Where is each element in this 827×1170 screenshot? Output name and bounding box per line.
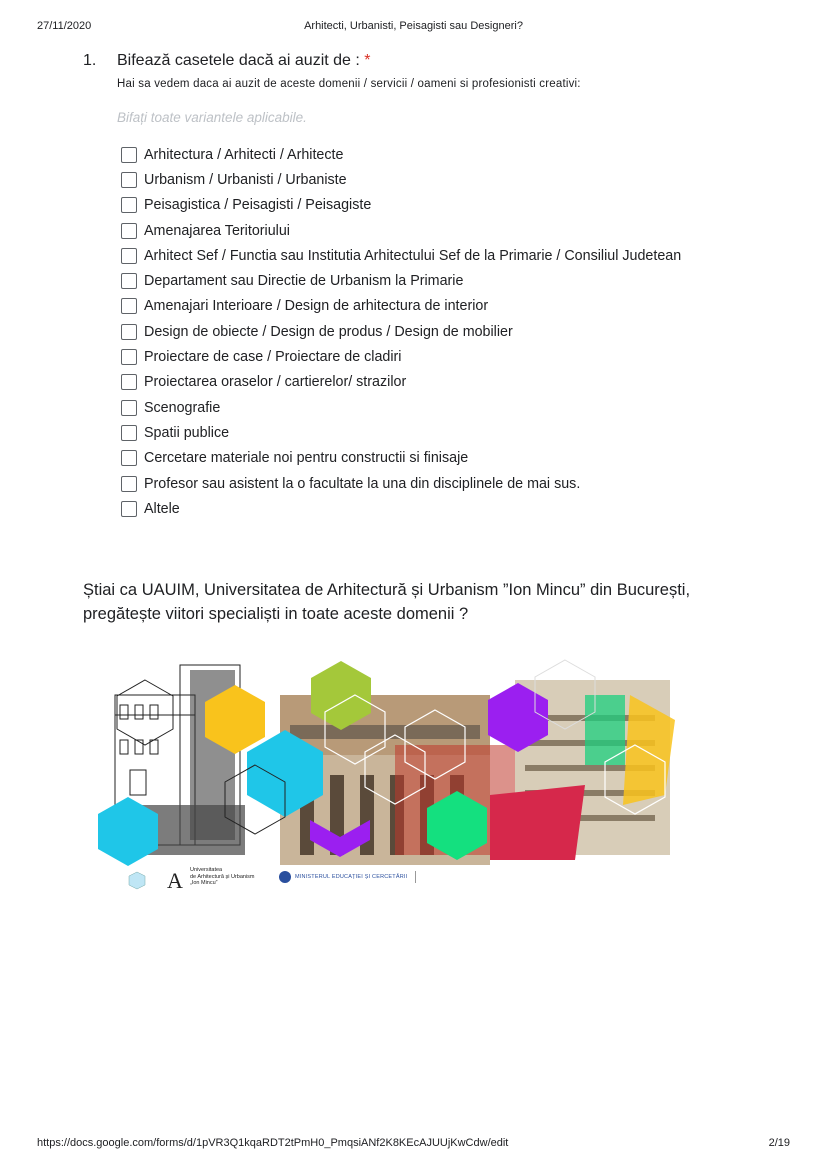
- checkbox-option[interactable]: [121, 193, 681, 218]
- checkbox-option[interactable]: [121, 370, 681, 395]
- checkbox-option[interactable]: [121, 218, 681, 243]
- logo-line-2: de Arhitectură și Urbanism: [190, 873, 255, 880]
- question-description: Hai sa vedem daca ai auzit de aceste domenii / servicii / oameni si profesionisti creativi:: [117, 78, 581, 90]
- uauim-logo-mark: A: [167, 868, 183, 893]
- checkbox[interactable]: [121, 172, 137, 188]
- question-number: 1.: [83, 52, 97, 69]
- question-title: [117, 52, 371, 70]
- option-label: Amenajari Interioare / Design de arhitectura de interior: [144, 298, 489, 315]
- checkbox-option[interactable]: [121, 142, 681, 167]
- option-label: Peisagistica / Peisagisti / Peisagiste: [144, 197, 372, 214]
- option-label: Altele: [144, 500, 180, 517]
- checkbox-option[interactable]: [121, 319, 681, 344]
- section-description: [83, 578, 763, 626]
- checkbox[interactable]: [121, 273, 137, 289]
- checkbox[interactable]: [121, 298, 137, 314]
- checkbox[interactable]: [121, 147, 137, 163]
- page-number: 2/19: [768, 1137, 790, 1149]
- option-label: Urbanism / Urbanisti / Urbaniste: [144, 171, 347, 188]
- section-line-2: pregătește viitori specialiști in toate aceste domenii ?: [83, 605, 469, 623]
- option-label: Scenografie: [144, 399, 221, 416]
- checkbox[interactable]: [121, 450, 137, 466]
- checkbox[interactable]: [121, 400, 137, 416]
- checkbox-option[interactable]: [121, 268, 681, 293]
- option-label: Proiectare de case / Proiectare de cladiri: [144, 349, 402, 366]
- question-title-text: Bifează casetele dacă ai auzit de :: [117, 52, 360, 69]
- checkbox-option[interactable]: [121, 420, 681, 445]
- ministry-logo: [279, 871, 416, 883]
- uauim-logo-text: [190, 867, 255, 887]
- ministry-name: MINISTERUL EDUCAȚIEI ȘI CERCETĂRII: [295, 874, 408, 880]
- hexagon-collage: [95, 655, 685, 895]
- checkbox[interactable]: [121, 425, 137, 441]
- checkbox-hint: Bifați toate variantele aplicabile.: [117, 110, 307, 125]
- form-title: Arhitecti, Urbanisti, Peisagisti sau Designeri?: [304, 20, 523, 32]
- checkbox[interactable]: [121, 324, 137, 340]
- option-label: Profesor sau asistent la o facultate la una din disciplinele de mai sus.: [144, 475, 581, 492]
- ministry-crest-icon: [279, 871, 291, 883]
- checkbox-option[interactable]: [121, 344, 681, 369]
- print-header: [0, 20, 827, 34]
- checkbox-option[interactable]: [121, 395, 681, 420]
- checkbox[interactable]: [121, 476, 137, 492]
- checkbox-option[interactable]: [121, 243, 681, 268]
- checkbox[interactable]: [121, 374, 137, 390]
- option-label: Design de obiecte / Design de produs / Design de mobilier: [144, 323, 513, 340]
- page-url: https://docs.google.com/forms/d/1pVR3Q1kqaRDT2tPmH0_PmqsiANf2K8KEcAJUUjKwCdw/edit: [37, 1137, 509, 1149]
- logo-line-1: Universitatea: [190, 867, 223, 873]
- option-label: Spatii publice: [144, 424, 230, 441]
- logo-line-3: „Ion Mincu”: [190, 880, 218, 886]
- checkbox[interactable]: [121, 501, 137, 517]
- uauim-banner-image: [95, 655, 685, 895]
- checkbox[interactable]: [121, 197, 137, 213]
- checkbox-option[interactable]: [121, 471, 681, 496]
- print-date: 27/11/2020: [37, 20, 92, 32]
- checkbox-option[interactable]: [121, 294, 681, 319]
- option-label: Departament sau Directie de Urbanism la Primarie: [144, 273, 464, 290]
- checkbox[interactable]: [121, 349, 137, 365]
- checkbox-option[interactable]: [121, 496, 681, 521]
- option-label: Cercetare materiale noi pentru constructii si finisaje: [144, 450, 469, 467]
- option-label: Arhitectura / Arhitecti / Arhitecte: [144, 146, 344, 163]
- option-label: Amenajarea Teritoriului: [144, 222, 290, 239]
- logo-divider: [415, 871, 416, 883]
- checkbox-option[interactable]: [121, 446, 681, 471]
- checkbox[interactable]: [121, 223, 137, 239]
- required-asterisk: *: [364, 52, 371, 69]
- option-label: Proiectarea oraselor / cartierelor/ strazilor: [144, 374, 407, 391]
- checkbox-options: [121, 142, 681, 521]
- checkbox-option[interactable]: [121, 167, 681, 192]
- section-line-1: Știai ca UAUIM, Universitatea de Arhitectură și Urbanism ”Ion Mincu” din București,: [83, 581, 691, 599]
- checkbox[interactable]: [121, 248, 137, 264]
- option-label: Arhitect Sef / Functia sau Institutia Arhitectului Sef de la Primarie / Consiliul Judetean: [144, 247, 682, 264]
- small-logo-hexagon: [129, 872, 145, 889]
